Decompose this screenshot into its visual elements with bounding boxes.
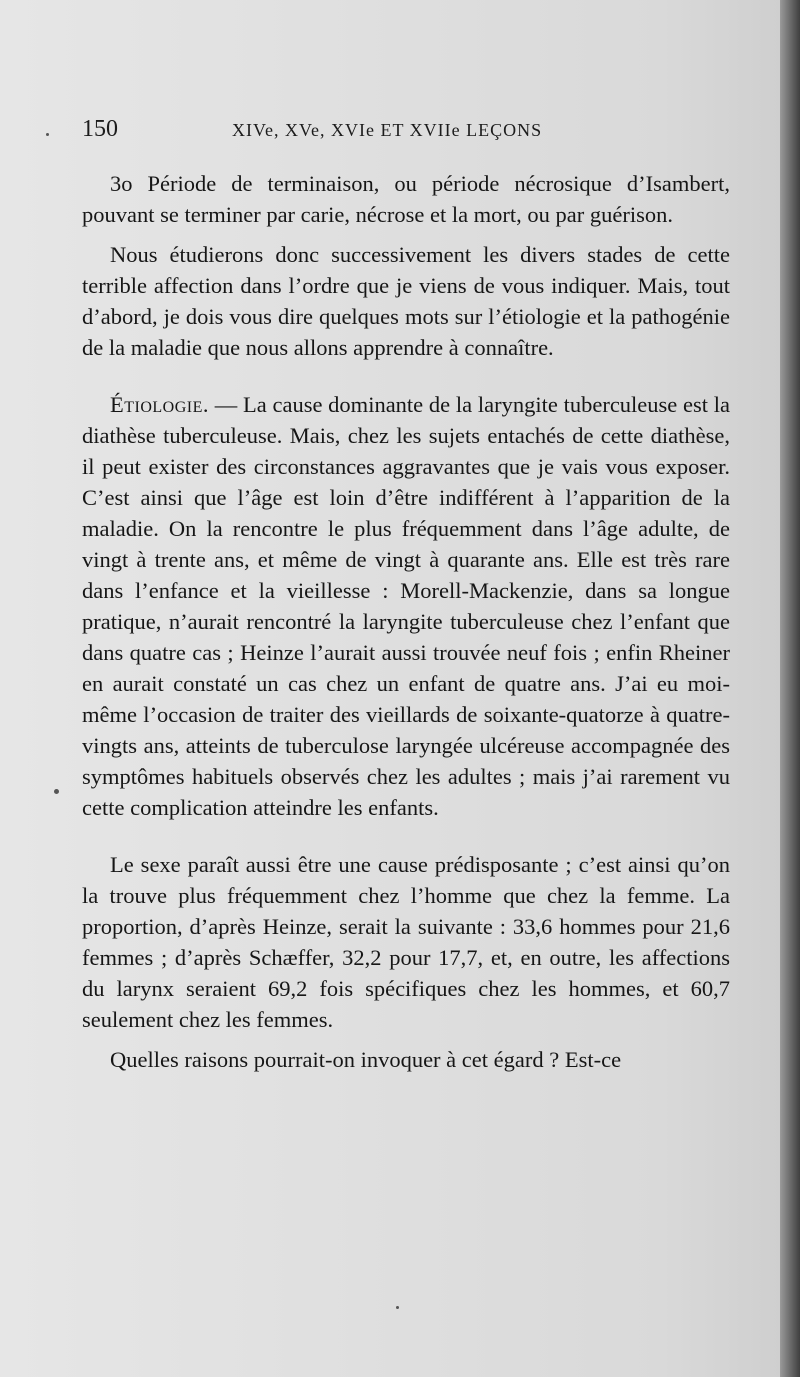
scan-speck <box>54 789 59 794</box>
running-title: XIVe, XVe, XVIe ET XVIIe LEÇONS <box>232 120 543 140</box>
paragraph-text: Quelles raisons pourrait-on invoquer à cet égard ? Est-ce <box>110 1047 622 1072</box>
page-number: 150 <box>82 116 118 142</box>
paragraph-text: Le sexe paraît aussi être une cause prédisposante ; c’est ainsi qu’on la trouve plus fréquemment chez l’homme que chez la femme. La proportion, d’après Heinze, serait la suivante : 33,6 hommes pour 21,6 femmes ; d’après Schæffer, 32,2 pour 17,7, et, en outre, les affections du larynx seraient 69,2 fois spécifiques chez les hommes, et 60,7 seulement chez les femmes. <box>82 852 730 1032</box>
section-heading-etiologie: Étiologie. <box>110 392 210 417</box>
paragraph-text: — La cause dominante de la laryngite tuberculeuse est la diathèse tuberculeuse. Mais, chez les sujets entachés de cette diathèse, il peut exister des circonstances aggravantes que je vais vous exposer. C’est ainsi que l’âge est loin d’être indifférent à l’apparition de la maladie. On la rencontre le plus fréquemment dans l’âge adulte, de vingt à trente ans, et même de vingt à quarante ans. Elle est très rare dans l’enfance et la vieillesse : Morell-Mackenzie, dans sa longue pratique, n’aurait rencontré la laryngite tuberculeuse chez l’enfant que dans quatre cas ; Heinze l’aurait aussi trouvée neuf fois ; enfin Rheiner en aurait constaté un cas chez un enfant de quatre ans. J’ai eu moi-même l’occasion de traiter des vieillards de soixante-quatorze à quatre-vingts ans, atteints de tuberculose laryngée ulcéreuse accompagnée des symptômes habituels observés chez les adultes ; mais j’ai rarement vu cette complication atteindre les enfants. <box>82 392 730 820</box>
paragraph-text: Nous étudierons donc successivement les divers stades de cette terrible affection dans l’ordre que je viens de vous indiquer. Mais, tout d’abord, je dois vous dire quelques mots sur l’étiologie et la pathogénie de la maladie que nous allons apprendre à connaître. <box>82 242 730 360</box>
scan-speck <box>46 133 49 136</box>
paragraph-text: 3o Période de terminaison, ou période nécrosique d’Isambert, pouvant se terminer par carie, nécrose et la mort, ou par guérison. <box>82 171 730 227</box>
paragraph-sexe <box>82 849 730 1035</box>
paragraph-study-plan <box>82 239 730 363</box>
scan-speck <box>396 1306 399 1309</box>
page-edge-shadow <box>780 0 800 1377</box>
paragraph-period-termination <box>82 168 730 230</box>
paragraph-etiologie <box>82 389 730 823</box>
paragraph-question <box>82 1044 730 1075</box>
body-text <box>82 168 730 1075</box>
page-header <box>82 116 730 148</box>
